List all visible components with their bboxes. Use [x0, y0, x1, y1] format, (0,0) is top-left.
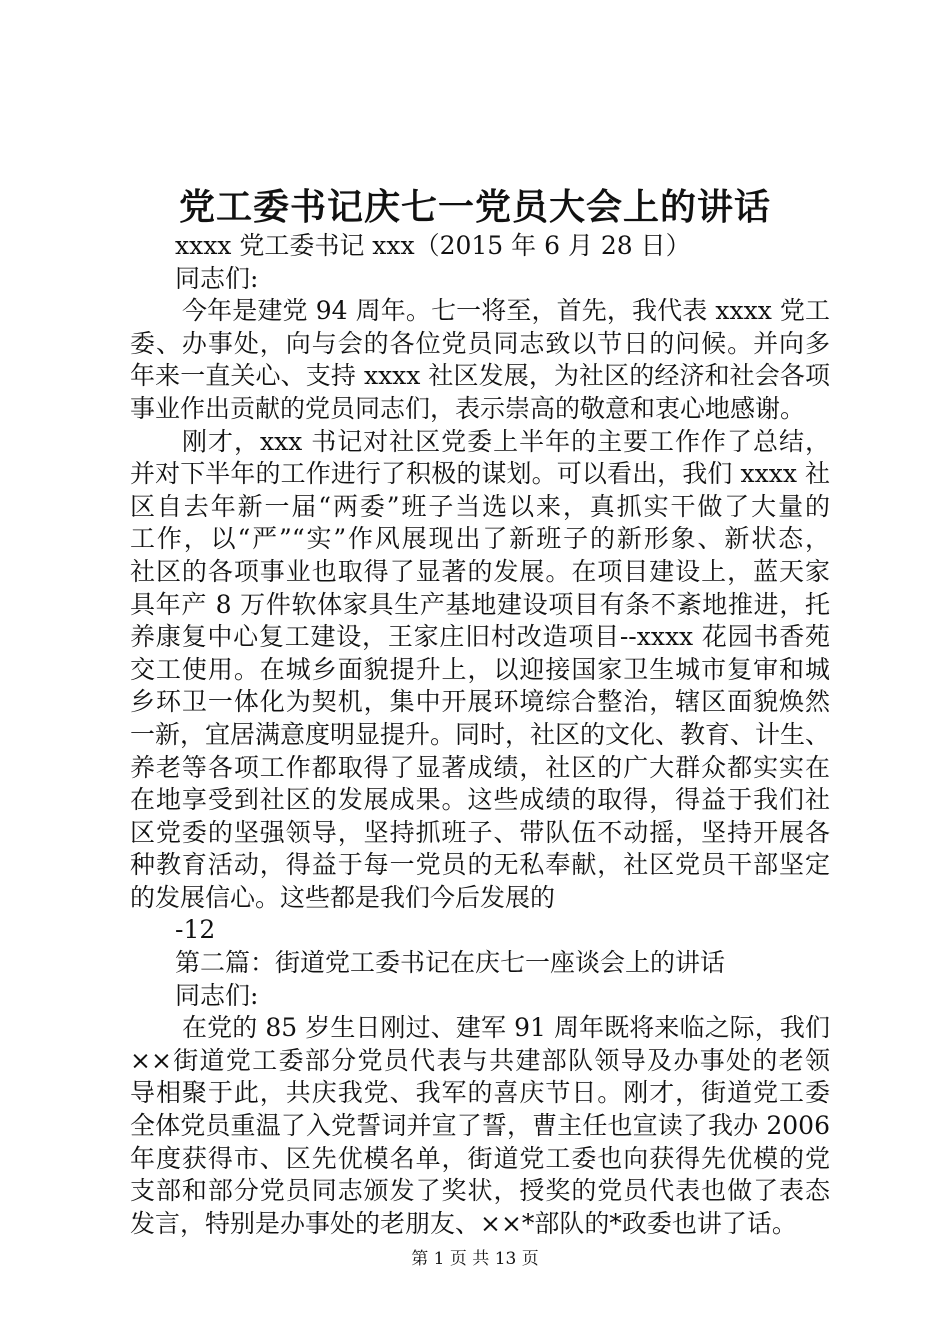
paragraph-line: 一新，宜居满意度明显提升。同时，社区的文化、教育、计生、: [130, 719, 830, 749]
byline: xxxx 党工委书记 xxx（2015 年 6 月 28 日）: [175, 231, 691, 260]
paragraph-line: 导相聚于此，共庆我党、我军的喜庆节日。刚才，街道党工委: [130, 1078, 830, 1108]
paragraph-line: 年度获得市、区先优模名单，街道党工委也向获得先优模的党: [130, 1143, 830, 1173]
page-reference: -12: [175, 915, 216, 945]
paragraph-line: 交工使用。在城乡面貌提升上，以迎接国家卫生城市复审和城: [130, 654, 830, 684]
section-title: 第二篇：街道党工委书记在庆七一座谈会上的讲话: [175, 948, 726, 978]
paragraph-line: 社区的各项事业也取得了显著的发展。在项目建设上，蓝天家: [130, 556, 830, 586]
paragraph-line: 全体党员重温了入党誓词并宣了誓，曹主任也宣读了我办 2006: [130, 1111, 830, 1141]
paragraph-line: 年来一直关心、支持 xxxx 社区发展，为社区的经济和社会各项: [130, 361, 830, 391]
paragraph-line: 的发展信心。这些都是我们今后发展的: [130, 882, 556, 912]
paragraph-line: 在地享受到社区的发展成果。这些成绩的取得，得益于我们社: [130, 785, 830, 815]
paragraph-line: 具年产 8 万件软体家具生产基地建设项目有条不紊地推进，托: [130, 589, 830, 619]
salutation: 同志们:: [175, 980, 259, 1010]
paragraph-line: 支部和部分党员同志颁发了奖状，授奖的党员代表也做了表态: [130, 1176, 830, 1206]
paragraph-line: 养康复中心复工建设，王家庄旧村改造项目--xxxx 花园书香苑: [130, 622, 830, 652]
document-title: 党工委书记庆七一党员大会上的讲话: [178, 186, 771, 228]
salutation: 同志们:: [175, 263, 259, 293]
paragraph-line: 在党的 85 岁生日刚过、建军 91 周年既将来临之际，我们: [182, 1013, 830, 1043]
paragraph-line: 委、办事处，向与会的各位党员同志致以节日的问候。并向多: [130, 328, 830, 358]
paragraph-line: 养老等各项工作都取得了显著成绩，社区的广大群众都实实在: [130, 752, 830, 782]
paragraph-line: 并对下半年的工作进行了积极的谋划。可以看出，我们 xxxx 社: [130, 459, 830, 489]
paragraph-line: 事业作出贡献的党员同志们，表示崇高的敬意和衷心地感谢。: [130, 393, 806, 423]
paragraph-line: 发言，特别是办事处的老朋友、××*部队的*政委也讲了话。: [130, 1208, 797, 1238]
document-body: [130, 230, 830, 1240]
paragraph-line: 今年是建党 94 周年。七一将至，首先，我代表 xxxx 党工: [182, 296, 830, 326]
paragraph-line: ××街道党工委部分党员代表与共建部队领导及办事处的老领: [130, 1045, 830, 1075]
paragraph-line: 区党委的坚强领导，坚持抓班子、带队伍不动摇，坚持开展各: [130, 817, 830, 847]
paragraph-line: 工作，以“严”“实”作风展现出了新班子的新形象、新状态，: [130, 524, 830, 554]
paragraph-line: 乡环卫一体化为契机，集中开展环境综合整治，辖区面貌焕然: [130, 687, 830, 717]
paragraph-line: 种教育活动，得益于每一党员的无私奉献，社区党员干部坚定: [130, 850, 830, 880]
paragraph-line: 刚才，xxx 书记对社区党委上半年的主要工作作了总结，: [182, 426, 830, 456]
page-footer: 第 1 页 共 13 页: [411, 1249, 539, 1269]
paragraph-line: 区自去年新一届“两委”班子当选以来，真抓实干做了大量的: [130, 491, 830, 521]
